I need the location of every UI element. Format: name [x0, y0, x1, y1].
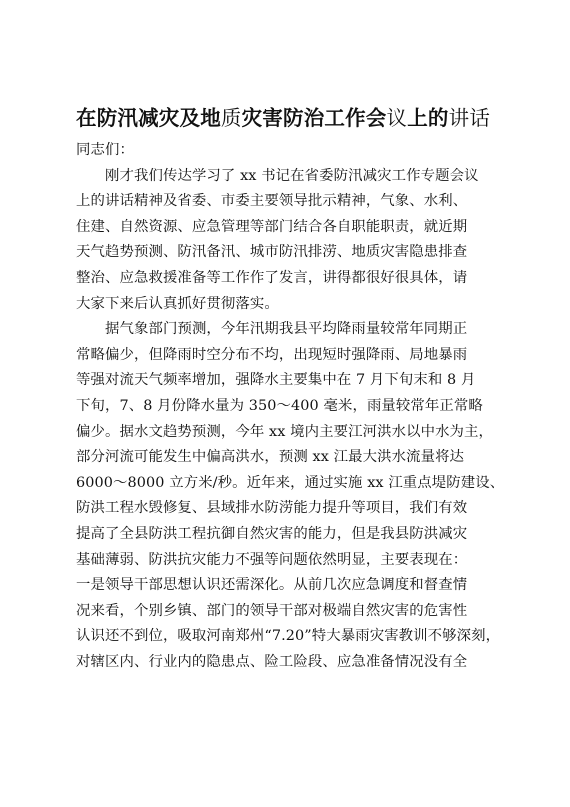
title-segment: 上的 — [407, 106, 449, 130]
paragraph-line: 刚才我们传达学习了 xx 书记在省委防汛减灾工作专题会议 — [105, 167, 479, 184]
document-title — [76, 104, 506, 132]
title-segment: 讲话 — [448, 106, 491, 130]
paragraph-line: 防洪工程水毁修复、县域排水防涝能力提升等项目，我们有效 — [76, 500, 468, 517]
paragraph-line: 况来看，个别乡镇、部门的领导干部对极端自然灾害的危害性 — [76, 602, 468, 619]
paragraph-line: 基础薄弱、防洪抗灾能力不强等问题依然明显，主要表现在： — [76, 551, 468, 568]
document-body — [76, 138, 505, 675]
paragraph-line: 一是领导干部思想认识还需深化。从前几次应急调度和督查情 — [76, 577, 468, 594]
paragraph-line: 认识还不到位，吸取河南郑州“7.20”特大暴雨灾害教训不够深刻， — [76, 628, 501, 645]
title-segment: 在防汛减灾及地 — [76, 106, 221, 130]
paragraph-line: 偏少。据水文趋势预测，今年 xx 境内主要江河洪水以中水为主， — [76, 423, 494, 440]
paragraph-line: 等强对流天气频率增加，强降水主要集中在 7 月下旬末和 8 月 — [76, 372, 476, 389]
paragraph-line: 对辖区内、行业内的隐患点、险工险段、应急准备情况没有全 — [76, 653, 468, 670]
paragraph-line: 下旬，7、8 月份降水量为 350～400 毫米，雨量较常年正常略 — [76, 397, 483, 414]
title-segment: 质 — [220, 106, 242, 130]
title-segment: 灾害防治工作会 — [241, 106, 387, 130]
paragraph-line: 天气趋势预测、防汛备汛、城市防汛排涝、地质灾害隐患排查 — [76, 244, 468, 261]
paragraph-line: 上的讲话精神及省委、市委主要领导批示精神，气象、水利、 — [76, 193, 468, 210]
paragraph-line: 6000～8000 立方米/秒。近年来，通过实施 xx 江重点堤防建设、 — [76, 474, 505, 491]
paragraph-line: 提高了全县防洪工程抗御自然灾害的能力，但是我县防洪减灾 — [76, 525, 468, 542]
paragraph-line: 部分河流可能发生中偏高洪水，预测 xx 江最大洪水流量将达 — [76, 449, 465, 466]
title-segment: 议 — [386, 106, 408, 130]
paragraph-line: 据气象部门预测，今年汛期我县平均降雨量较常年同期正 — [105, 321, 468, 338]
paragraph-line: 住建、自然资源、应急管理等部门结合各自职能职责，就近期 — [76, 218, 468, 235]
salutation: 同志们： — [76, 142, 134, 158]
paragraph-line: 大家下来后认真抓好贯彻落实。 — [76, 295, 279, 312]
paragraph-line: 整治、应急救援准备等工作作了发言，讲得都很好很具体，请 — [76, 269, 468, 286]
paragraph-line: 常略偏少，但降雨时空分布不均，出现短时强降雨、局地暴雨 — [76, 346, 468, 363]
